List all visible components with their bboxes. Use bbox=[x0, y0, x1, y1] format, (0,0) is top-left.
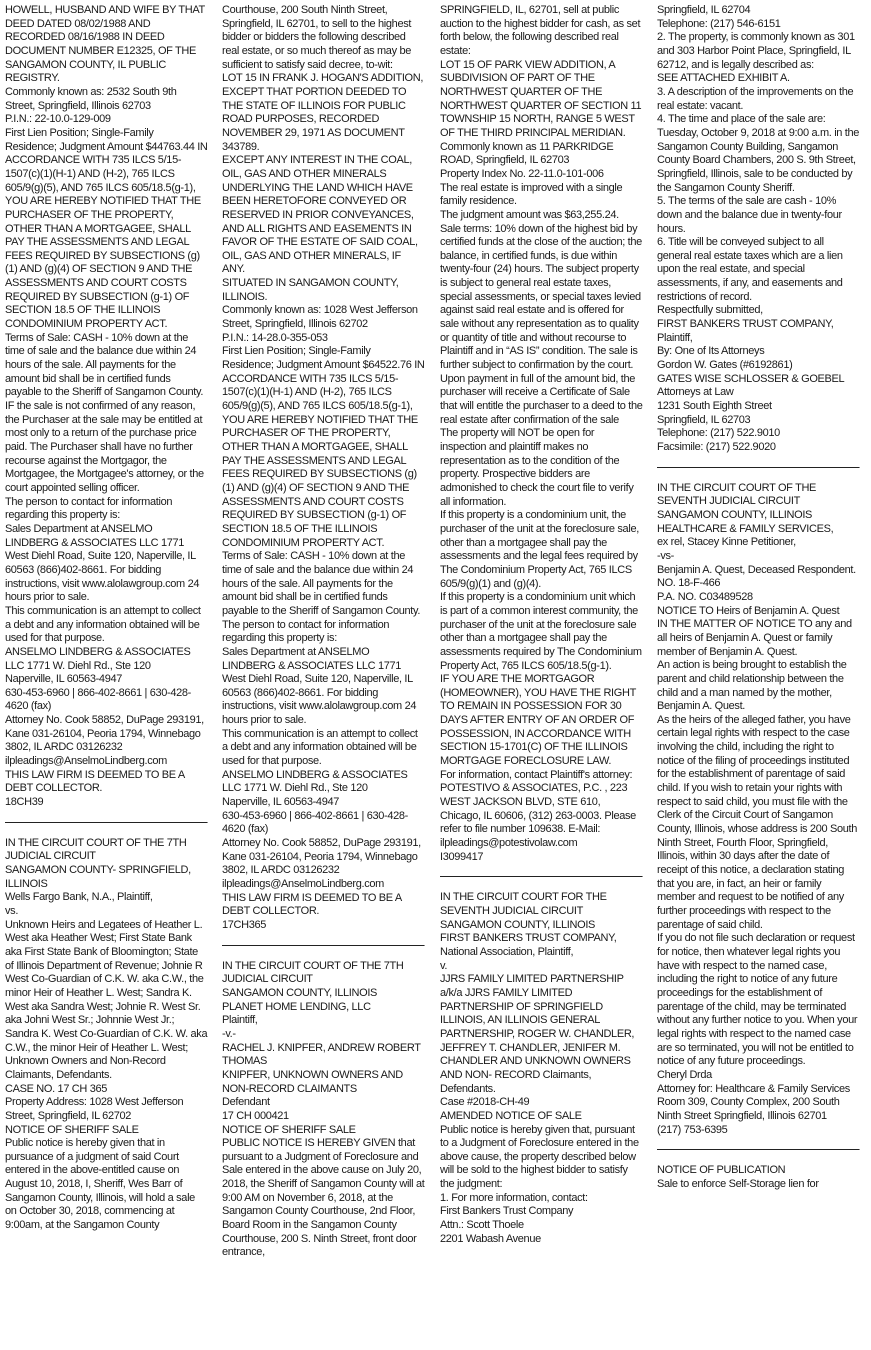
notice-paragraph: NOTICE TO Heirs of Benjamin A. Quest bbox=[657, 604, 840, 617]
column-3 bbox=[440, 4, 643, 1348]
notice-paragraph: Attorneys at Law bbox=[657, 386, 734, 399]
notice-paragraph: 3. A description of the improvements on the real estate: vacant. bbox=[657, 85, 854, 112]
notice-paragraph: Defendant bbox=[222, 1096, 270, 1109]
notice-paragraph: The person to contact for information regarding this property is: bbox=[222, 618, 390, 645]
notice-paragraph: 4. The time and place of the sale are: Tuesday, October 9, 2018 at 9:00 a.m. in the Sangamon County Building, Sangamon County Board Chambers, 200 S. 9th Street, Springfield, Illinois, sale to be conducted by the Sangamon County Sheriff. bbox=[657, 113, 860, 194]
notice-paragraph: Respectfully submitted, bbox=[657, 304, 763, 317]
notice-paragraph: P.I.N.: 14-28.0-355-053 bbox=[222, 331, 328, 344]
notice-paragraph: Sale to enforce Self-Storage lien for bbox=[657, 1177, 819, 1190]
notice-paragraph: By: One of Its Attorneys bbox=[657, 345, 765, 358]
notice-paragraph: vs. bbox=[5, 905, 19, 917]
legal-notice bbox=[222, 960, 425, 1260]
notice-paragraph: 630-453-6960 | 866-402-8661 | 630-428-4620 (fax) bbox=[5, 686, 192, 713]
notice-paragraph: If this property is a condominium unit which is part of a common interest community, the purchaser of the unit at the foreclosure sale other than a mortgagee shall pay the assessments required by The Condominium Property Act, 765 ILCS 605/18.5(g-1). bbox=[440, 591, 642, 672]
notice-divider bbox=[222, 945, 425, 946]
legal-notice bbox=[440, 4, 643, 864]
notice-paragraph: ANSELMO LINDBERG & ASSOCIATES LLC 1771 W. Diehl Rd., Ste 120 bbox=[5, 645, 191, 672]
notice-paragraph: Terms of Sale: CASH - 10% down at the time of sale and the balance due within 24 hours of the sale. All payments for the amount bid shall be in certified funds payable to the Sheriff of Sangamon County. bbox=[222, 550, 421, 617]
notice-paragraph: 1. For more information, contact: bbox=[440, 1191, 588, 1204]
notice-paragraph: 17CH365 bbox=[222, 918, 267, 931]
notice-divider bbox=[657, 1149, 860, 1150]
notice-paragraph: -vs- bbox=[657, 549, 674, 562]
notice-paragraph: JJRS FAMILY LIMITED PARTNERSHIP a/k/a JJRS FAMILY LIMITED PARTNERSHIP OF SPRINGFIELD ILLINOIS, AN ILLINOIS GENERAL PARTNERSHIP, ROGER W. CHANDLER, JEFFREY T. CHANDLER, JENIFER M. CHANDLER AND UNKNOWN OWNERS AND NON- RECORD Claimants, Defendants. bbox=[440, 973, 635, 1095]
notice-paragraph: Springfield, IL 62704 bbox=[657, 4, 751, 16]
notice-paragraph: LOT 15 IN FRANK J. HOGAN'S ADDITION, EXCEPT THAT PORTION DEEDED TO THE STATE OF ILLINOIS FOR PUBLIC ROAD PURPOSES, RECORDED NOVEMBER 29, 1971 AS DOCUMENT 343789. bbox=[222, 72, 424, 153]
notice-paragraph: 17 CH 000421 bbox=[222, 1109, 289, 1122]
notice-paragraph: This communication is an attempt to collect a debt and any information obtained will be used for that purpose. bbox=[222, 727, 418, 768]
notice-paragraph: Sale terms: 10% down of the highest bid by certified funds at the close of the auction; the balance, in certified funds, is due within twenty-four (24) hours. The subject property is subject to general real estate taxes, special assessments, or special taxes levied against said real estate and is offered for sale without any representation as to quality or quantity of title and without recourse to Plaintiff and in “AS IS” condition. The sale is further subject to confirmation by the court. bbox=[440, 222, 642, 372]
notice-paragraph: Case #2018-CH-49 bbox=[440, 1096, 530, 1109]
legal-notice bbox=[657, 4, 860, 455]
notice-paragraph: 2201 Wabash Avenue bbox=[440, 1232, 541, 1245]
notice-paragraph: An action is being brought to establish the parent and child relationship between the child and a man named by the mother, Benjamin A. Quest. bbox=[657, 659, 847, 713]
notice-paragraph: SITUATED IN SANGAMON COUNTY, ILLINOIS. bbox=[222, 277, 399, 303]
notice-paragraph: Commonly known as: 2532 South 9th Street, Springfield, Illinois 62703 bbox=[5, 85, 177, 112]
column-1 bbox=[5, 4, 208, 1348]
notice-paragraph: Facsimile: (217) 522.9020 bbox=[657, 441, 776, 453]
notice-paragraph: P.I.N.: 22-10.0-129-009 bbox=[5, 113, 111, 126]
notice-paragraph: GATES WISE SCHLOSSER & GOEBEL bbox=[657, 372, 845, 385]
notice-paragraph: The property will NOT be open for inspection and plaintiff makes no representation as to the condition of the property. Prospective bidders are admonished to check the court file to verify all information. bbox=[440, 427, 634, 508]
notice-paragraph: Room 309, County Complex, 200 South Ninth Street Springfield, Illinois 62701 bbox=[657, 1096, 840, 1122]
notice-paragraph: The real estate is improved with a single family residence. bbox=[440, 181, 623, 208]
notice-paragraph: I3099417 bbox=[440, 850, 484, 863]
notice-paragraph: 5. The terms of the sale are cash - 10% down and the balance due in twenty-four hours. bbox=[657, 195, 842, 235]
notice-paragraph: Attorney for: Healthcare & Family Services bbox=[657, 1082, 850, 1095]
notice-paragraph: CASE NO. 17 CH 365 bbox=[5, 1082, 108, 1095]
notice-paragraph: As the heirs of the alleged father, you have certain legal rights with respect to the case involving the child, including the right to notice of the filing of proceedings instituted for the establishment of parentage of said child. If you wish to retain your rights with respect to said child, you must file with the Clerk of the Circuit Court of Sangamon County, Illinois, whose address is 200 South Ninth Street, Fourth Floor, Springfield, Illinois, within 30 days after the date of receipt of this notice, a declaration stating that you are, in fact, an heir or family member and request to be notified of any further proceedings with respect to the parentage of said child. bbox=[657, 713, 858, 931]
legal-notice bbox=[5, 4, 208, 810]
notice-paragraph: HEALTHCARE & FAMILY SERVICES, bbox=[657, 522, 834, 535]
notice-paragraph: P.A. NO. C03489528 bbox=[657, 590, 753, 603]
notice-paragraph: For information, contact Plaintiff's attorney: POTESTIVO & ASSOCIATES, P.C. , 223 WEST JACKSON BLVD, STE 610, Chicago, IL 60606, (312) 263-0003. Please refer to file number 109638. E-Mail: ilpleadings@potestivolaw.com bbox=[440, 768, 636, 850]
notice-paragraph: LOT 15 OF PARK VIEW ADDITION, A SUBDIVISION OF PART OF THE NORTHWEST QUARTER OF THE NORTHWEST QUARTER OF SECTION 11 TOWNSHIP 15 NORTH, RANGE 5 WEST OF THE THIRD PRINCIPAL MERIDIAN. bbox=[440, 58, 642, 139]
notice-paragraph: SPRINGFIELD, IL, 62701, sell at public auction to the highest bidder for cash, as set forth below, the following described real estate: bbox=[440, 4, 641, 57]
notice-paragraph: Commonly known as: 1028 West Jefferson Street, Springfield, Illinois 62702 bbox=[222, 304, 418, 331]
notice-divider bbox=[657, 467, 860, 468]
notice-paragraph: AMENDED NOTICE OF SALE bbox=[440, 1109, 582, 1122]
notice-paragraph: The judgment amount was $63,255.24. bbox=[440, 208, 619, 221]
notice-paragraph: Property Address: 1028 West Jefferson Street, Springfield, IL 62702 bbox=[5, 1096, 184, 1122]
notice-paragraph: FIRST BANKERS TRUST COMPANY, Plaintiff, bbox=[657, 318, 834, 344]
column-2 bbox=[222, 4, 425, 1348]
notice-paragraph: v. bbox=[440, 959, 448, 972]
notice-paragraph: ANSELMO LINDBERG & ASSOCIATES LLC 1771 W. Diehl Rd., Ste 120 bbox=[222, 768, 408, 795]
notice-paragraph: IN THE MATTER OF NOTICE TO any and all heirs of Benjamin A. Quest or family member of Benjamin A. Quest. bbox=[657, 618, 852, 658]
notice-paragraph: NOTICE OF PUBLICATION bbox=[657, 1164, 786, 1177]
notice-paragraph: SANGAMON COUNTY, ILLINOIS bbox=[222, 986, 378, 999]
notice-paragraph: IN THE CIRCUIT COURT OF THE 7TH JUDICIAL CIRCUIT bbox=[222, 959, 404, 986]
notice-divider bbox=[5, 822, 208, 823]
notice-paragraph: Public notice is hereby given that, pursuant to a Judgment of Foreclosure entered in the above cause, the property described below will be sold to the highest bidder to satisfy the judgment: bbox=[440, 1123, 639, 1191]
notice-paragraph: -v.- bbox=[222, 1027, 236, 1040]
notice-paragraph: If this property is a condominium unit, the purchaser of the unit at the foreclosure sale, other than a mortgagee shall pay the assessments and the legal fees required by The Condominium Property Act, 765 ILCS 605/9(g)(1) and (g)(4). bbox=[440, 509, 639, 590]
notice-paragraph: HOWELL, HUSBAND AND WIFE BY THAT DEED DATED 08/02/1988 AND RECORDED 08/16/1988 IN DEED DOCUMENT NUMBER E12325, OF THE SANGAMON COUNTY, IL PUBLIC REGISTRY. bbox=[5, 4, 205, 85]
notice-paragraph: Naperville, IL 60563-4947 bbox=[5, 673, 123, 686]
notice-paragraph: KNIPFER, UNKNOWN OWNERS AND NON-RECORD CLAIMANTS bbox=[222, 1068, 403, 1095]
notice-paragraph: First Bankers Trust Company bbox=[440, 1205, 574, 1218]
notice-divider bbox=[440, 876, 643, 877]
notice-paragraph: Sales Department at ANSELMO LINDBERG & ASSOCIATES LLC 1771 West Diehl Road, Suite 120, Naperville, IL 60563 (866)402-8661. For bidding instructions, visit www.alolawgroup.com 24 hours prior to sale. bbox=[222, 645, 417, 727]
notice-paragraph: Attn.: Scott Thoele bbox=[440, 1219, 524, 1232]
notice-paragraph: EXCEPT ANY INTEREST IN THE COAL, OIL, GAS AND OTHER MINERALS UNDERLYING THE LAND WHICH HAVE BEEN HERETOFORE CONVEYED OR RESERVED IN PRIOR CONVEYANCES, AND ALL RIGHTS AND EASEMENTS IN FAVOR OF THE ESTATE OF SAID COAL, OIL, GAS AND OTHER MINERALS, IF ANY. bbox=[222, 154, 418, 276]
notice-paragraph: Telephone: (217) 546-6151 bbox=[657, 17, 781, 30]
notice-paragraph: Unknown Heirs and Legatees of Heather L. West aka Heather West; First State Bank aka First State Bank of Bloomington; State of Illinois Department of Revenue; Johnie R West Co-Guardian of C.K. W. aka C.W., the minor Heir of Heather L. West; Sandra K. West aka Sandra West; Johnie R. West Sr. aka Johni West Sr.; Johnnie West Jr.; Sandra K. West Co-Guardian of C.K. W. aka C.W., the minor Heir of Heather L. West; Unknown Owners and Non-Record Claimants, Defendants. bbox=[5, 918, 208, 1081]
notice-paragraph: ex rel, Stacey Kinne Petitioner, bbox=[657, 536, 796, 549]
notice-paragraph: 630-453-6960 | 866-402-8661 | 630-428-4620 (fax) bbox=[222, 809, 409, 836]
notice-paragraph: First Lien Position; Single-Family Residence; Judgment Amount $64522.76 IN ACCORDANCE WITH 735 ILCS 5/15-1507(c)(1)(H-1) AND (H-2), 765 ILCS 605/9(g)(5), AND 765 ILCS 605/18.5(g-1), YOU ARE HEREBY NOTIFIED THAT THE PURCHASER OF THE PROPERTY, OTHER THAN A MORTGAGEE, SHALL PAY THE ASSESSMENTS AND LEGAL FEES REQUIRED BY SUBSECTIONS (g)(1) AND (g)(4) OF SECTION 9 AND THE ASSESSMENTS AND COURT COSTS REQUIRED BY SUBSECTION (g-1) OF SECTION 18.5 OF THE ILLINOIS CONDOMINIUM PROPERTY ACT. bbox=[222, 345, 425, 549]
notice-paragraph: RACHEL J. KNIPFER, ANDREW ROBERT THOMAS bbox=[222, 1041, 421, 1068]
notice-paragraph: Cheryl Drda bbox=[657, 1068, 712, 1081]
notice-paragraph: SANGAMON COUNTY- SPRINGFIELD, ILLINOIS bbox=[5, 864, 191, 890]
notice-paragraph: PUBLIC NOTICE IS HEREBY GIVEN that pursuant to a Judgment of Foreclosure and Sale entered in the above cause on July 20, 2018, the Sheriff of Sangamon County will at 9:00 AM on November 6, 2018, at the Sangamon County Courthouse, 2nd Floor, Board Room in the Sangamon County Courthouse, 200 S. Ninth Street, front door entrance, bbox=[222, 1137, 425, 1259]
notice-paragraph: Courthouse, 200 South Ninth Street, Springfield, IL 62701, to sell to the highest bidder or bidders the following described real estate, or so much thereof as may be sufficient to satisfy said decree, to-wit: bbox=[222, 4, 412, 71]
notice-paragraph: ilpleadings@AnselmoLindberg.com bbox=[5, 755, 167, 768]
notice-paragraph: This communication is an attempt to collect a debt and any information obtained will be used for that purpose. bbox=[5, 604, 201, 645]
notice-paragraph: 18CH39 bbox=[5, 796, 44, 809]
notice-paragraph: Springfield, IL 62703 bbox=[657, 413, 751, 426]
notice-paragraph: First Lien Position; Single-Family Residence; Judgment Amount $44763.44 IN ACCORDANCE WITH 735 ILCS 5/15-1507(c)(1)(H-1) AND (H-2), 765 ILCS 605/9(g)(5), AND 765 ILCS 605/18.5(g-1), YOU ARE HEREBY NOTIFIED THAT THE PURCHASER OF THE PROPERTY, OTHER THAN A MORTGAGEE, SHALL PAY THE ASSESSMENTS AND LEGAL FEES REQUIRED BY SUBSECTIONS (g)(1) AND (g)(4) OF SECTION 9 AND THE ASSESSMENTS AND COURT COSTS REQUIRED BY SUBSECTION (g-1) OF SECTION 18.5 OF THE ILLINOIS CONDOMINIUM PROPERTY ACT. bbox=[5, 126, 208, 331]
notice-paragraph: 2. The property, is commonly known as 301 and 303 Harbor Point Place, Springfield, IL 62712, and is legally described as: bbox=[657, 31, 855, 71]
notice-paragraph: Wells Fargo Bank, N.A., Plaintiff, bbox=[5, 891, 153, 904]
notice-paragraph: Property Index No. 22-11.0-101-006 bbox=[440, 167, 604, 180]
notice-paragraph: Commonly known as 11 PARKRIDGE ROAD, Springfield, IL 62703 bbox=[440, 140, 614, 167]
notice-paragraph: NOTICE OF SHERIFF SALE bbox=[5, 1123, 139, 1136]
notice-paragraph: THIS LAW FIRM IS DEEMED TO BE A DEBT COLLECTOR. bbox=[222, 891, 402, 918]
notice-paragraph: Upon payment in full of the amount bid, the purchaser will receive a Certificate of Sale that will entitle the purchaser to a deed to the real estate after confirmation of the sale bbox=[440, 372, 643, 426]
notice-paragraph: IF the sale is not confirmed of any reason, the Purchaser at the sale may be entitled at most only to a return of the purchase price paid. The Purchaser shall have no further recourse against the Mortgagor, the Mortgagee, the Mortgagee's attorney, or the court appointed selling officer. bbox=[5, 400, 204, 494]
notice-paragraph: PLANET HOME LENDING, LLC bbox=[222, 1000, 371, 1013]
notice-paragraph: Terms of Sale: CASH - 10% down at the time of sale and the balance due within 24 hours of the sale. All payments for the amount bid shall be in certified funds payable to the Sheriff of Sangamon County. bbox=[5, 331, 204, 399]
legal-notice bbox=[657, 482, 860, 1138]
notice-paragraph: NOTICE OF SHERIFF SALE bbox=[222, 1123, 356, 1136]
notice-paragraph: The person to contact for information regarding this property is: bbox=[5, 495, 173, 522]
notice-paragraph: ilpleadings@AnselmoLindberg.com bbox=[222, 878, 384, 890]
notice-paragraph: Benjamin A. Quest, Deceased Respondent. bbox=[657, 563, 856, 576]
notice-paragraph: 1231 South Eighth Street bbox=[657, 400, 772, 413]
notice-paragraph: Attorney No. Cook 58852, DuPage 293191, Kane 031-26104, Peoria 1794, Winnebago 3802, IL ARDC 03126232 bbox=[222, 837, 421, 877]
notice-paragraph: SEE ATTACHED EXHIBIT A. bbox=[657, 72, 790, 85]
notice-paragraph: Public notice is hereby given that in pursuance of a judgment of said Court entered in the above-entitled cause on August 10, 2018, I, Sheriff, Wes Barr of Sangamon County, Illinois, will hold a sale on October 30, 2018, commencing at 9:00am, at the Sangamon County bbox=[5, 1137, 195, 1232]
legal-notice bbox=[5, 837, 208, 1233]
notice-paragraph: IN THE CIRCUIT COURT FOR THE SEVENTH JUDICIAL CIRCUIT bbox=[440, 891, 607, 917]
notice-paragraph: Telephone: (217) 522.9010 bbox=[657, 427, 780, 440]
legal-notice bbox=[657, 1164, 860, 1191]
notice-paragraph: THIS LAW FIRM IS DEEMED TO BE A DEBT COLLECTOR. bbox=[5, 768, 185, 795]
notice-paragraph: FIRST BANKERS TRUST COMPANY, National Association, Plaintiff, bbox=[440, 932, 617, 958]
notice-paragraph: Gordon W. Gates (#6192861) bbox=[657, 359, 793, 372]
notice-paragraph: IN THE CIRCUIT COURT OF THE 7TH JUDICIAL CIRCUIT bbox=[5, 836, 187, 863]
notice-paragraph: Sales Department at ANSELMO LINDBERG & ASSOCIATES LLC 1771 West Diehl Road, Suite 120, Naperville, IL 60563 (866)402-8661. For bidding instructions, visit www.alolawgroup.com 24 hours prior to sale. bbox=[5, 522, 200, 604]
legal-notice bbox=[222, 4, 425, 933]
notice-paragraph: SANGAMON COUNTY, ILLINOIS bbox=[440, 918, 596, 931]
notice-paragraph: IN THE CIRCUIT COURT OF THE SEVENTH JUDICIAL CIRCUIT SANGAMON COUNTY, ILLINOIS bbox=[657, 481, 817, 521]
notice-paragraph: (217) 753-6395 bbox=[657, 1123, 728, 1136]
notice-paragraph: Naperville, IL 60563-4947 bbox=[222, 796, 340, 809]
column-4 bbox=[657, 4, 860, 1348]
notice-paragraph: 6. Title will be conveyed subject to all general real estate taxes which are a lien upon the real estate, and special assessments, if any, and easements and restrictions of record. bbox=[657, 236, 843, 303]
notice-paragraph: NO. 18-F-466 bbox=[657, 577, 721, 590]
notice-paragraph: IF YOU ARE THE MORTGAGOR (HOMEOWNER), YOU HAVE THE RIGHT TO REMAIN IN POSSESSION FOR 30 DAYS AFTER ENTRY OF AN ORDER OF POSSESSION, IN ACCORDANCE WITH SECTION 15-1701(C) OF THE ILLINOIS MORTGAGE FORECLOSURE LAW. bbox=[440, 673, 636, 768]
notice-paragraph: Attorney No. Cook 58852, DuPage 293191, Kane 031-26104, Peoria 1794, Winnebago 3802, IL ARDC 03126232 bbox=[5, 714, 204, 754]
notice-paragraph: If you do not file such declaration or request for notice, then whatever legal rights you have with respect to the named case, including the right to notice of any future proceedings for the establishment of parentage of the child, may be terminated without any further notice to you. When your legal rights with respect to the named case are so terminated, you will not be entitled to notice of any future proceedings. bbox=[657, 932, 858, 1068]
notice-paragraph: Plaintiff, bbox=[222, 1014, 258, 1027]
legal-notice bbox=[440, 891, 643, 1246]
